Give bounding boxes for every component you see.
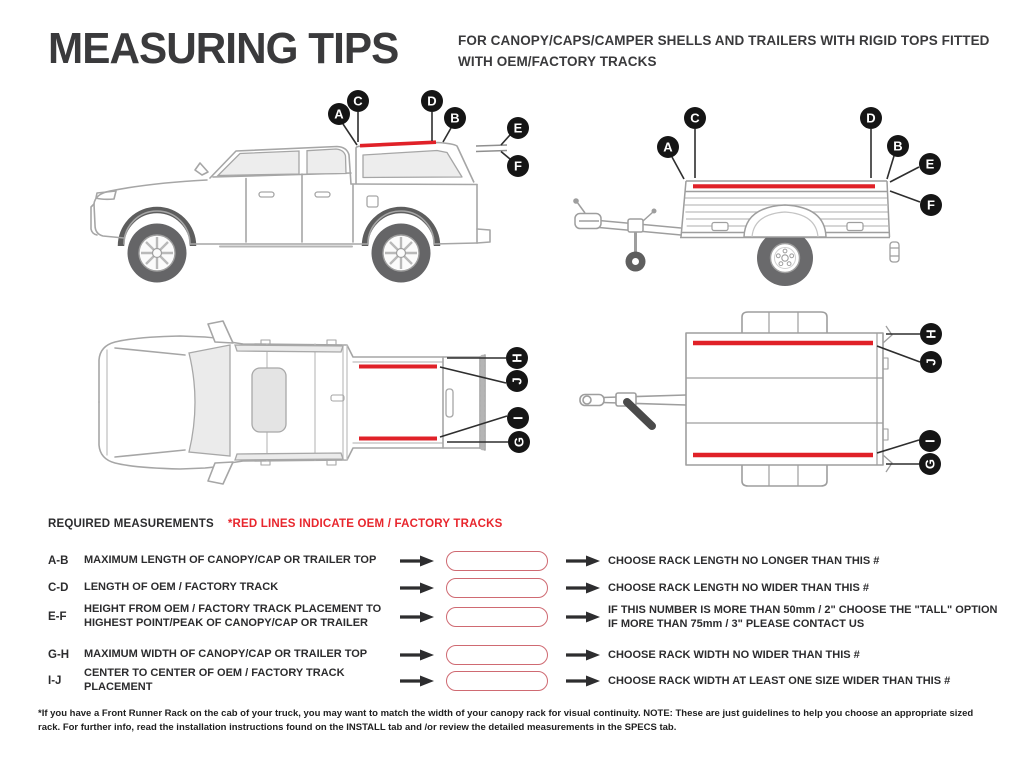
page-subtitle <box>458 31 1024 73</box>
label-b <box>887 135 909 157</box>
measurement-row-ab <box>48 551 1014 571</box>
measurement-id: E-F <box>48 611 67 623</box>
measurement-description: HEIGHT FROM OEM / FACTORY TRACK PLACEMENT TO HIGHEST POINT/PEAK OF CANOPY/CAP OR TRAILER <box>84 603 382 629</box>
svg-text:E: E <box>925 156 935 172</box>
svg-text:G: G <box>922 458 938 470</box>
label-g <box>919 453 941 475</box>
svg-text:F: F <box>514 158 522 174</box>
height-reference-lines <box>476 145 507 152</box>
oem-track-line <box>360 142 436 146</box>
measurement-input-pill[interactable] <box>446 578 548 598</box>
measurement-input-pill[interactable] <box>446 645 548 665</box>
svg-text:B: B <box>450 110 460 126</box>
red-lines-note: *RED LINES INDICATE OEM / FACTORY TRACKS <box>227 518 503 530</box>
arrow-right-icon <box>566 675 600 687</box>
trailer-crank-handle <box>627 402 652 426</box>
svg-text:C: C <box>353 93 363 109</box>
svg-text:F: F <box>927 197 935 213</box>
svg-text:A: A <box>663 139 673 155</box>
measurement-instruction: CHOOSE RACK LENGTH NO LONGER THAN THIS # <box>608 554 880 567</box>
measurement-id: I-J <box>48 675 62 687</box>
svg-text:D: D <box>427 93 437 109</box>
measurement-description: LENGTH OF OEM / FACTORY TRACK <box>84 581 279 594</box>
measurement-description: CENTER TO CENTER OF OEM / FACTORY TRACK PLACEMENT <box>84 667 345 693</box>
svg-text:D: D <box>866 110 876 126</box>
measurement-input-pill[interactable] <box>446 671 548 691</box>
label-d <box>421 90 443 112</box>
trailer-jockey-wheel <box>626 252 646 272</box>
trailer-top-view-diagram <box>570 300 970 510</box>
label-e <box>507 117 529 139</box>
svg-text:C: C <box>690 110 700 126</box>
svg-text:J: J <box>923 358 939 366</box>
measurement-description: MAXIMUM WIDTH OF CANOPY/CAP OR TRAILER TOP <box>84 648 368 661</box>
measurement-row-gh <box>48 645 1014 665</box>
label-b <box>444 107 466 129</box>
svg-text:H: H <box>923 329 939 339</box>
arrow-right-icon <box>400 555 434 567</box>
svg-text:I: I <box>510 416 526 420</box>
truck-canopy <box>356 143 474 185</box>
label-j <box>920 351 942 373</box>
svg-text:A: A <box>334 106 344 122</box>
label-h <box>920 323 942 345</box>
trailer-prop-stand <box>890 242 899 262</box>
label-i <box>507 407 529 429</box>
label-a <box>328 103 350 125</box>
label-d <box>860 107 882 129</box>
label-a <box>657 136 679 158</box>
measurement-row-ij <box>48 667 1014 693</box>
truck-top-view-diagram <box>85 300 535 505</box>
label-j <box>506 370 528 392</box>
page-title: MEASURING TIPS <box>48 24 399 73</box>
measurement-id: C-D <box>48 582 69 594</box>
arrow-right-icon <box>400 649 434 661</box>
measurement-instruction: CHOOSE RACK LENGTH NO WIDER THAN THIS # <box>608 581 869 594</box>
label-c <box>684 107 706 129</box>
label-h <box>506 347 528 369</box>
svg-text:G: G <box>511 436 527 448</box>
measurement-id: A-B <box>48 555 69 567</box>
measurement-instruction: CHOOSE RACK WIDTH NO WIDER THAN THIS # <box>608 648 860 661</box>
measurement-input-pill[interactable] <box>446 551 548 571</box>
label-e <box>919 153 941 175</box>
trailer-side-view-diagram <box>565 95 965 300</box>
label-f <box>507 155 529 177</box>
truck-side-view-diagram <box>70 85 540 290</box>
svg-text:H: H <box>509 353 525 363</box>
measurement-row-cd <box>48 578 1014 598</box>
measurement-description: MAXIMUM LENGTH OF CANOPY/CAP OR TRAILER TOP <box>84 554 377 567</box>
arrow-right-icon <box>400 611 434 623</box>
truck-cab-windows <box>218 149 346 176</box>
arrow-right-icon <box>566 611 600 623</box>
measurements-heading-row <box>48 518 503 530</box>
measurement-instruction: CHOOSE RACK WIDTH AT LEAST ONE SIZE WIDER THAN THIS # <box>608 674 951 687</box>
arrow-right-icon <box>566 649 600 661</box>
label-g <box>508 431 530 453</box>
svg-text:I: I <box>922 439 938 443</box>
arrow-right-icon <box>566 582 600 594</box>
trailer-fender <box>744 205 826 237</box>
arrow-right-icon <box>400 582 434 594</box>
footnote: *If you have a Front Runner Rack on the cab of your truck, you may want to match the width of your canopy rack for visual continuity. NOTE: These are just guidelines to help you choose an appropriate sized rack. For further info, read the installation instructions found on the INSTALL tab and /or review the detailed measurements in the SPECS tab. <box>38 708 974 734</box>
label-i <box>919 430 941 452</box>
label-c <box>347 90 369 112</box>
measurement-row-ef <box>48 600 1014 634</box>
svg-text:J: J <box>509 377 525 385</box>
callout-lines <box>440 358 508 442</box>
page-subtitle-line1: FOR CANOPY/CAPS/CAMPER SHELLS AND TRAILERS WITH RIGID TOPS FITTED <box>458 33 990 48</box>
measurements-heading: REQUIRED MEASUREMENTS <box>48 518 214 530</box>
svg-text:B: B <box>893 138 903 154</box>
truck-rear-wheel <box>372 224 431 283</box>
label-f <box>920 194 942 216</box>
svg-text:E: E <box>513 120 523 136</box>
truck-front-wheel <box>128 224 187 283</box>
trailer-drawbar <box>573 198 681 253</box>
measurement-input-pill[interactable] <box>446 607 548 627</box>
trailer-wheel <box>757 230 813 286</box>
measurement-id: G-H <box>48 649 70 661</box>
arrow-right-icon <box>566 555 600 567</box>
oem-track-lines <box>359 367 437 439</box>
measurement-instruction: IF THIS NUMBER IS MORE THAN 50mm / 2" CHOOSE THE "TALL" OPTION IF MORE THAN 75mm / 3" PLEASE CONTACT US <box>608 603 998 630</box>
arrow-right-icon <box>400 675 434 687</box>
page-subtitle-line2: WITH OEM/FACTORY TRACKS <box>458 53 657 69</box>
truck-top-glass <box>189 345 343 460</box>
